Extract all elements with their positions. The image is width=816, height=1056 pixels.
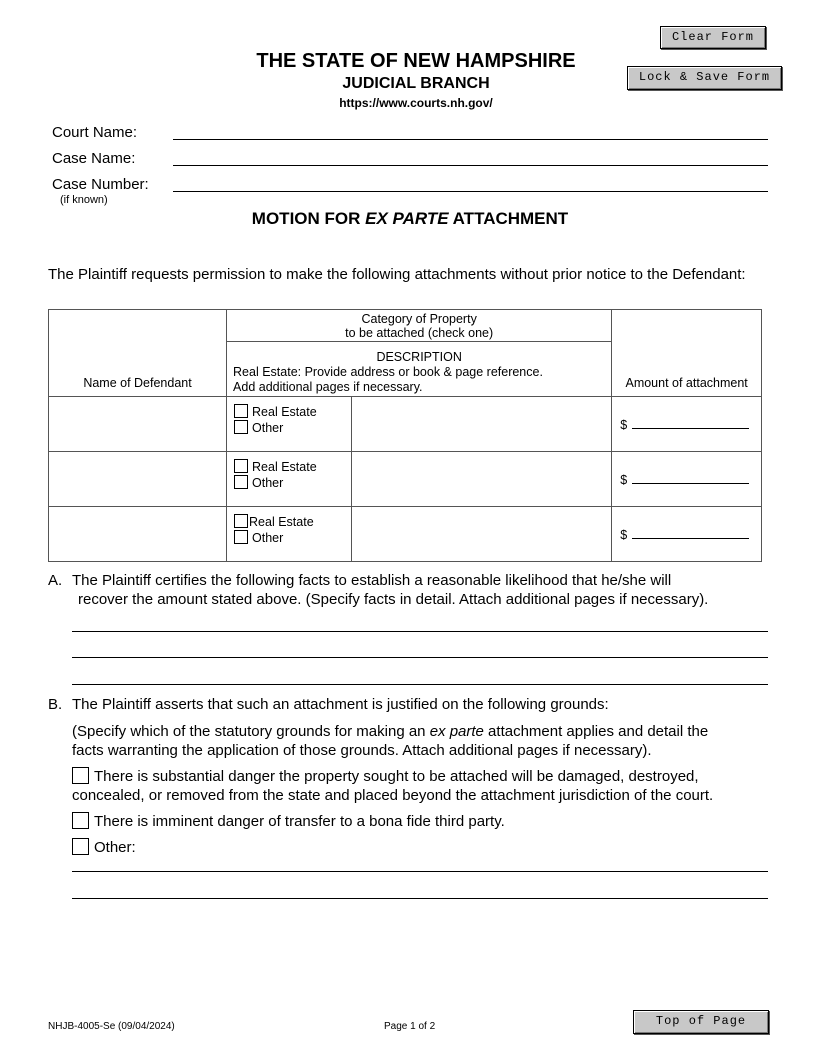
ground-option-other[interactable]: Other: (72, 838, 772, 857)
page-number: Page 1 of 2 (384, 1021, 436, 1032)
intro-text: The Plaintiff requests permission to make the following attachments without prior notice to the Defendant: (48, 266, 746, 283)
title-prefix: MOTION FOR (251, 209, 366, 228)
defendant-cell[interactable] (49, 452, 227, 507)
if-known-note: (if known) (60, 194, 108, 206)
real-estate-option[interactable]: Real Estate (234, 459, 351, 475)
amount-header: Amount of attachment (612, 310, 762, 397)
category-cell (227, 397, 352, 452)
case-number-field[interactable] (173, 191, 768, 192)
checkbox[interactable] (72, 767, 89, 784)
amount-cell: $ (612, 452, 762, 507)
other-line[interactable] (72, 871, 768, 872)
other-line[interactable] (72, 898, 768, 899)
category-cell (227, 507, 352, 562)
facts-line[interactable] (72, 631, 768, 632)
checkbox[interactable] (234, 404, 248, 418)
amount-cell: $ (612, 507, 762, 562)
amount-cell: $ (612, 397, 762, 452)
section-a-line2: recover the amount stated above. (Specify facts in detail. Attach additional pages if necessary). (78, 591, 709, 608)
defendant-cell[interactable] (49, 397, 227, 452)
checkbox[interactable] (72, 812, 89, 829)
description-cell[interactable] (351, 397, 611, 452)
case-name-label: Case Name: (52, 150, 136, 167)
checkbox[interactable] (234, 514, 248, 528)
description-cell[interactable] (351, 507, 611, 562)
other-option[interactable]: Other (234, 530, 351, 546)
ground-option-damage-cont: concealed, or removed from the state and placed beyond the attachment jurisdiction of the court. (72, 787, 714, 804)
other-option[interactable]: Other (234, 475, 351, 491)
category-header: Category of Property to be attached (check one) (227, 310, 612, 342)
section-b-specify-line1: (Specify which of the statutory grounds for making an ex parte attachment applies and detail the (72, 723, 709, 740)
attachment-table (48, 309, 762, 562)
checkbox[interactable] (234, 459, 248, 473)
amount-field[interactable] (632, 526, 749, 539)
clear-form-button[interactable]: Clear Form (660, 26, 766, 49)
defendant-header: Name of Defendant (49, 310, 227, 397)
court-name-label: Court Name: (52, 124, 138, 141)
ground-option-damage[interactable]: There is substantial danger the property sought to be attached will be damaged, destroyed, (72, 767, 772, 786)
title-italic: EX PARTE (365, 209, 449, 228)
state-heading: THE STATE OF NEW HAMPSHIRE (256, 50, 576, 72)
title-suffix: ATTACHMENT (448, 209, 569, 228)
section-b-specify-line2: facts warranting the application of those grounds. Attach additional pages if necessary). (72, 742, 652, 759)
amount-field[interactable] (632, 471, 749, 484)
description-cell[interactable] (351, 452, 611, 507)
checkbox[interactable] (72, 838, 89, 855)
ground-option-transfer[interactable]: There is imminent danger of transfer to a bona fide third party. (72, 812, 772, 831)
section-b-heading: The Plaintiff asserts that such an attachment is justified on the following grounds: (72, 696, 609, 713)
facts-line[interactable] (72, 684, 768, 685)
table-row (49, 507, 762, 562)
table-row (49, 397, 762, 452)
section-a-letter: A. (48, 572, 63, 589)
form-title (160, 209, 660, 229)
court-name-field[interactable] (173, 139, 768, 140)
description-header: DESCRIPTION Real Estate: Provide address or book & page reference. Add additional pages if necessary. (227, 342, 612, 397)
form-id: NHJB-4005-Se (09/04/2024) (48, 1021, 175, 1032)
case-name-field[interactable] (173, 165, 768, 166)
real-estate-option[interactable]: Real Estate (234, 404, 351, 420)
checkbox[interactable] (234, 420, 248, 434)
category-cell (227, 452, 352, 507)
case-number-label: Case Number: (52, 176, 149, 193)
lock-save-form-button[interactable]: Lock & Save Form (627, 66, 782, 90)
defendant-cell[interactable] (49, 507, 227, 562)
checkbox[interactable] (234, 530, 248, 544)
table-row (49, 452, 762, 507)
court-url: https://www.courts.nh.gov/ (339, 96, 493, 110)
facts-line[interactable] (72, 657, 768, 658)
real-estate-option[interactable]: Real Estate (234, 514, 351, 530)
checkbox[interactable] (234, 475, 248, 489)
top-of-page-button[interactable]: Top of Page (633, 1010, 769, 1034)
section-b-letter: B. (48, 696, 63, 713)
branch-heading: JUDICIAL BRANCH (342, 75, 490, 92)
other-option[interactable]: Other (234, 420, 351, 436)
section-a-line1: The Plaintiff certifies the following facts to establish a reasonable likelihood that he/she will (72, 572, 672, 589)
amount-field[interactable] (632, 416, 749, 429)
